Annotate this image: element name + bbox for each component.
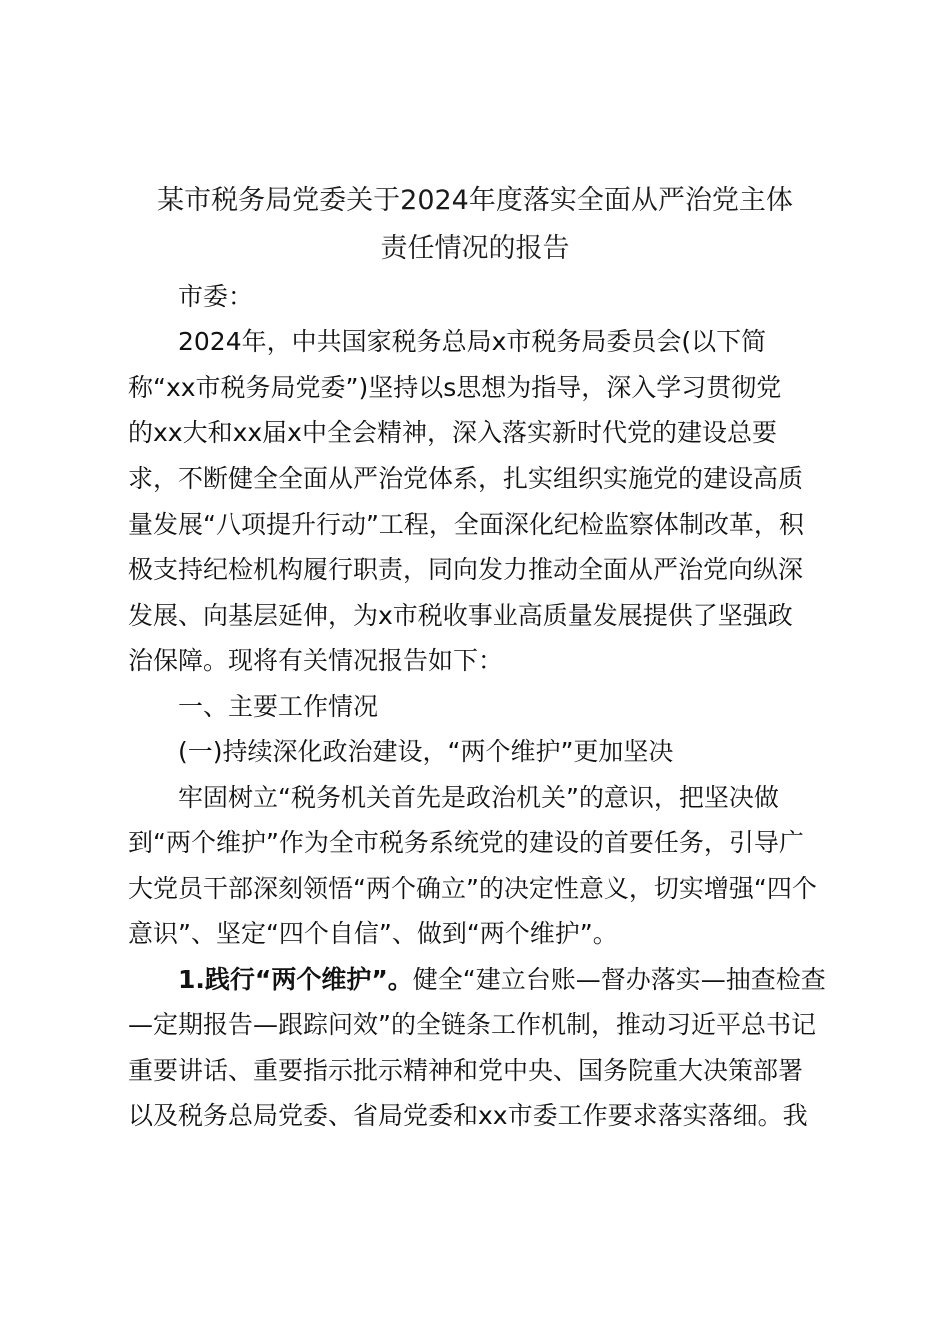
intro-line-2: 称“xx市税务局党委”)坚持以s思想为指导，深入学习贯彻党 — [128, 373, 782, 402]
document-title-line-1: 某市税务局党委关于2024年度落实全面从严治党主体 — [157, 185, 793, 216]
section-heading: 一、主要工作情况 — [178, 692, 379, 721]
point-1-line-1 — [178, 966, 826, 994]
salutation: 市委： — [178, 282, 254, 311]
point-1-line-2: —定期报告—跟踪问效”的全链条工作机制，推动习近平总书记 — [128, 1010, 816, 1039]
intro-line-6: 极支持纪检机构履行职责，同向发力推动全面从严治党向纵深 — [128, 555, 804, 584]
intro-line-8: 治保障。现将有关情况报告如下： — [128, 646, 504, 675]
paragraph-2-line-2: 到“两个维护”作为全市税务系统党的建设的首要任务，引导广 — [128, 828, 804, 857]
subsection-heading: (一)持续深化政治建设，“两个维护”更加坚决 — [178, 737, 674, 766]
paragraph-2-line-3: 大党员干部深刻领悟“两个确立”的决定性意义，切实增强“四个 — [128, 874, 817, 903]
intro-line-7: 发展、向基层延伸，为x市税收事业高质量发展提供了坚强政 — [128, 601, 793, 630]
document-title-line-2: 责任情况的报告 — [380, 233, 570, 264]
point-1-label: 1.践行“两个维护”。 — [178, 965, 413, 994]
intro-line-5: 量发展“八项提升行动”工程，全面深化纪检监察体制改革，积 — [128, 510, 804, 539]
point-1-text: 健全“建立台账—督办落实—抽查检查 — [412, 965, 826, 994]
intro-line-1: 2024年，中共国家税务总局x市税务局委员会(以下简 — [178, 327, 767, 356]
paragraph-2-line-4: 意识”、坚定“四个自信”、做到“两个维护”。 — [128, 919, 618, 948]
point-1-line-3: 重要讲话、重要指示批示精神和党中央、国务院重大决策部署 — [128, 1056, 804, 1085]
paragraph-2-line-1: 牢固树立“税务机关首先是政治机关”的意识，把坚决做 — [178, 783, 779, 812]
intro-line-3: 的xx大和xx届x中全会精神，深入落实新时代党的建设总要 — [128, 418, 777, 447]
intro-line-4: 求，不断健全全面从严治党体系，扎实组织实施党的建设高质 — [128, 464, 804, 493]
point-1-line-4: 以及税务总局党委、省局党委和xx市委工作要求落实落细。我 — [128, 1101, 808, 1130]
